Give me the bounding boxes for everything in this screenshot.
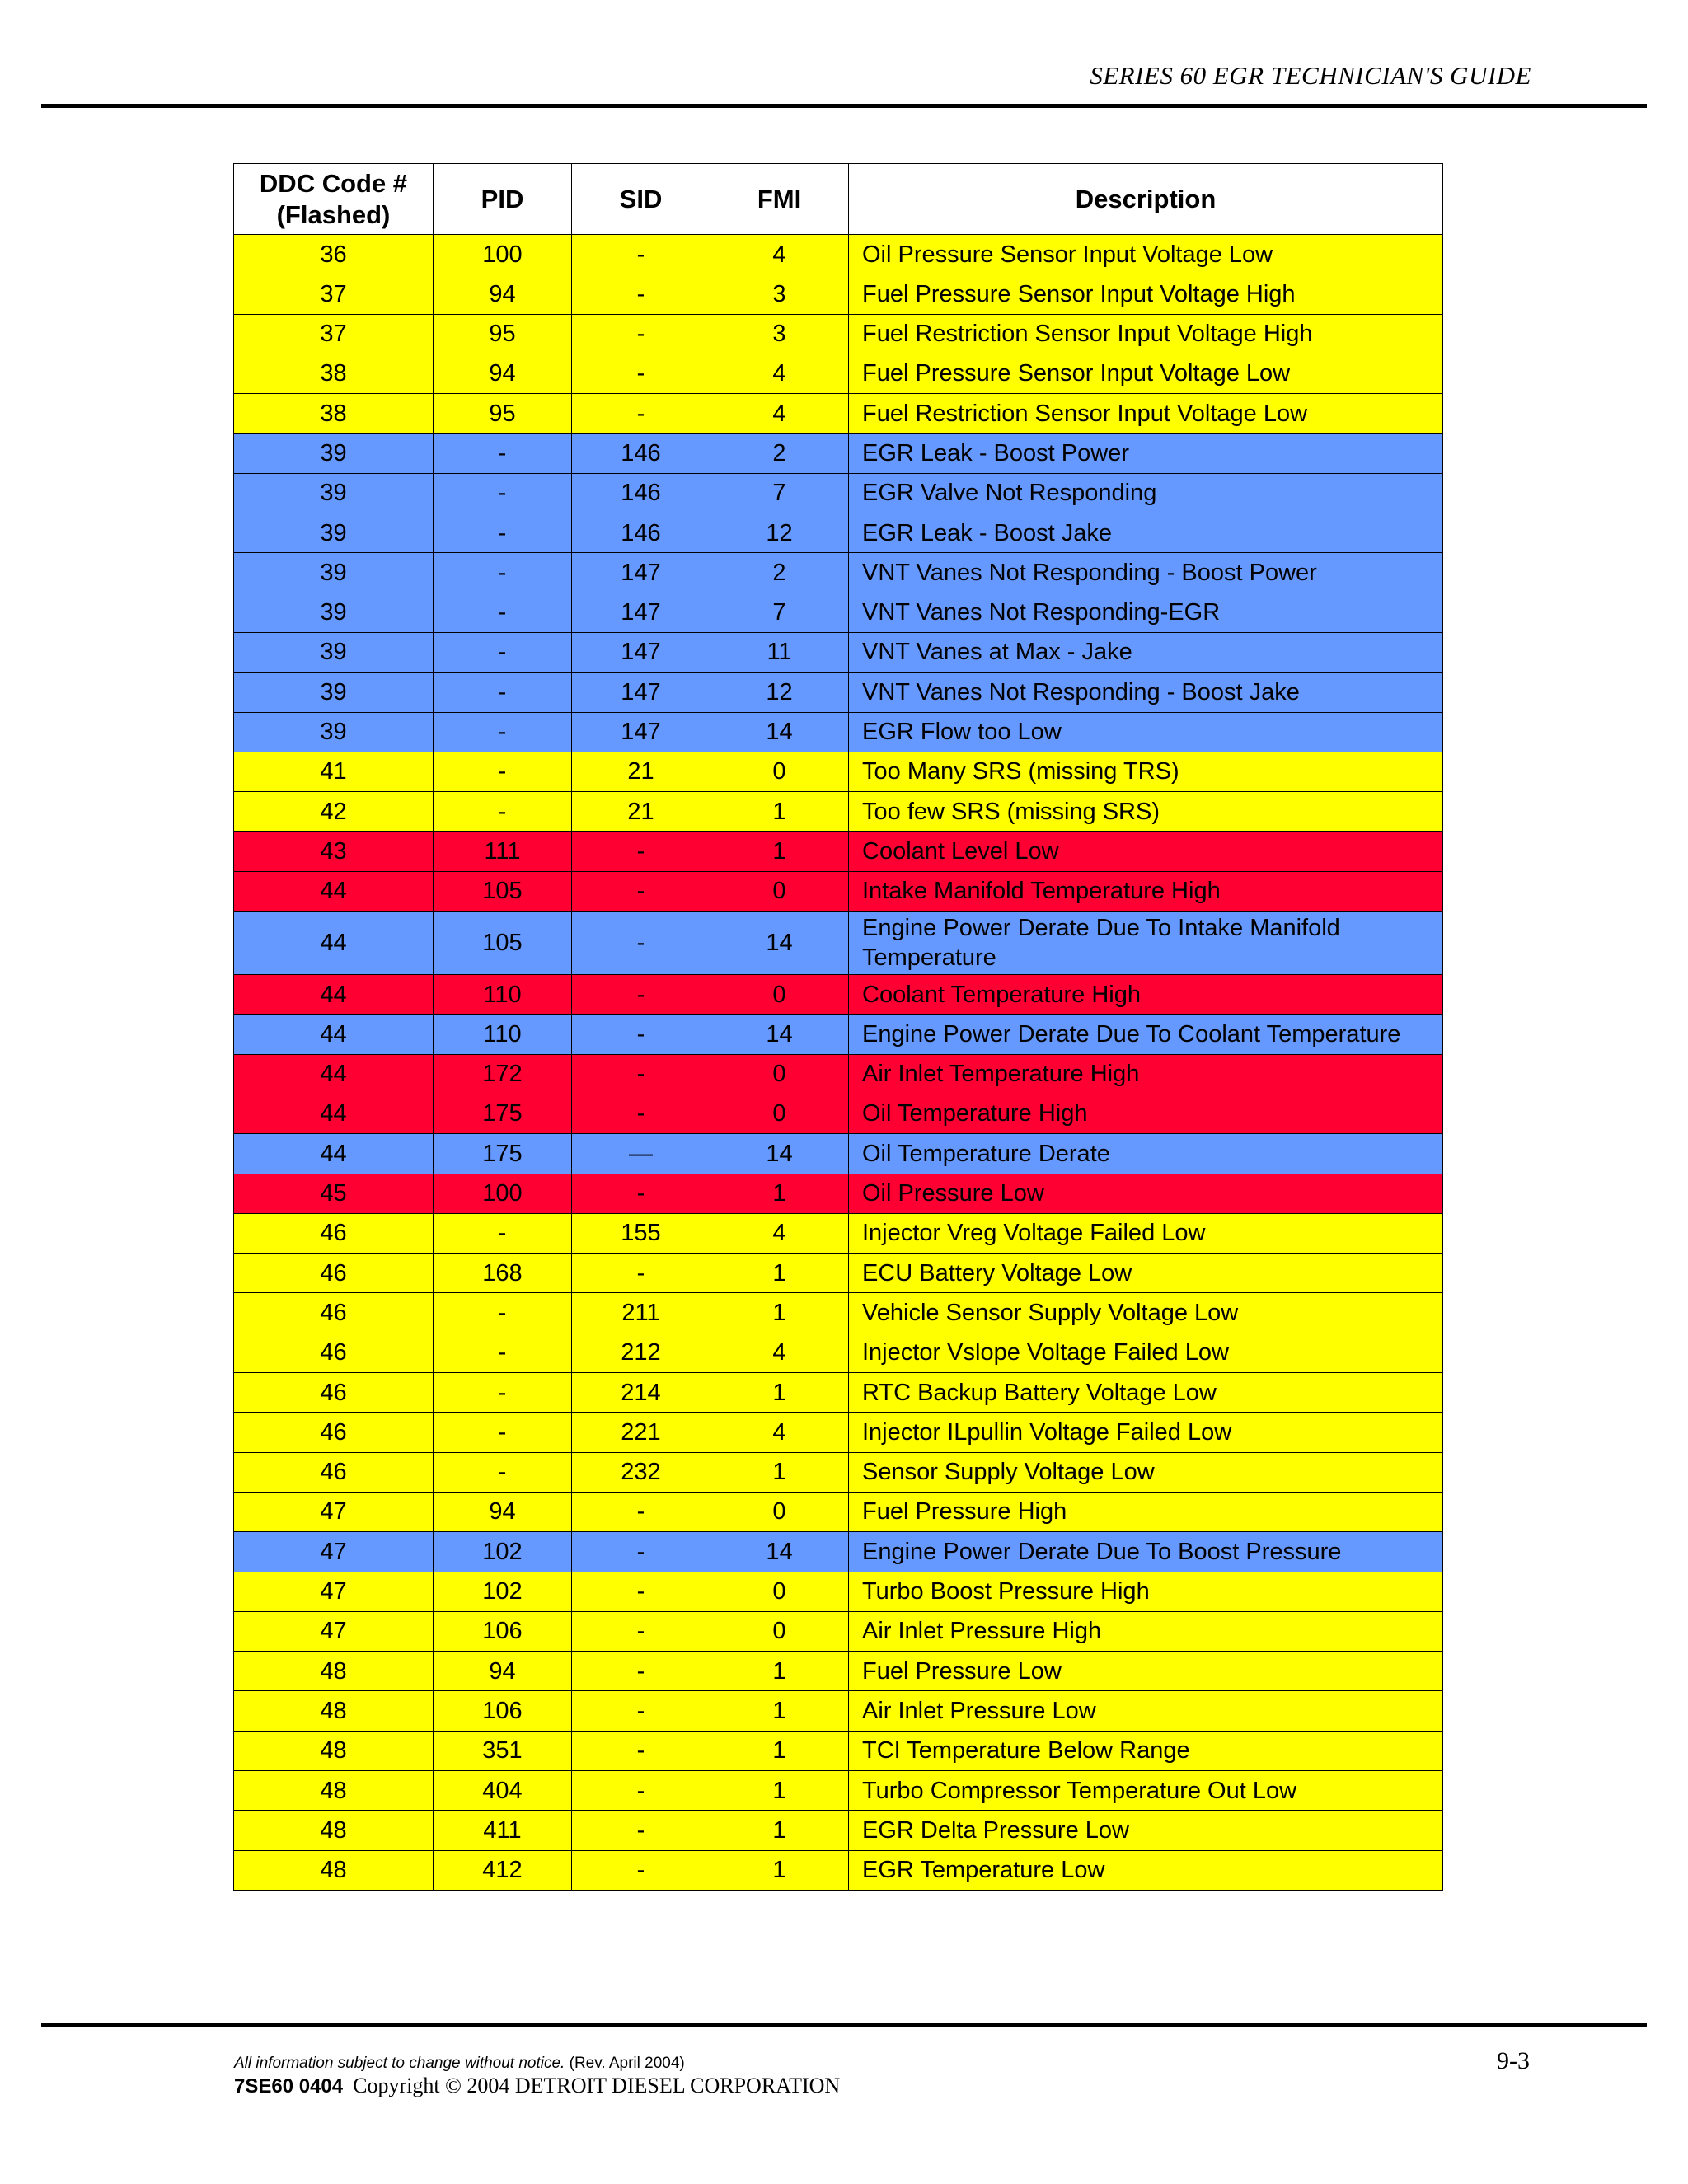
cell-pid: - xyxy=(434,673,572,712)
cell-ddc-code: 47 xyxy=(234,1492,434,1531)
cell-description: VNT Vanes Not Responding - Boost Jake xyxy=(849,673,1443,712)
cell-sid: - xyxy=(572,1254,710,1293)
cell-sid: - xyxy=(572,1492,710,1531)
table-header-row xyxy=(234,164,1443,235)
table-row xyxy=(234,434,1443,473)
cell-pid: 94 xyxy=(434,274,572,314)
cell-sid: 147 xyxy=(572,712,710,752)
cell-fmi: 4 xyxy=(710,235,849,274)
cell-ddc-code: 48 xyxy=(234,1691,434,1731)
cell-pid: 404 xyxy=(434,1770,572,1810)
cell-ddc-code: 47 xyxy=(234,1572,434,1611)
cell-description: Sensor Supply Voltage Low xyxy=(849,1452,1443,1492)
table-row xyxy=(234,1731,1443,1770)
cell-sid: - xyxy=(572,1850,710,1890)
cell-pid: - xyxy=(434,1373,572,1413)
cell-ddc-code: 48 xyxy=(234,1731,434,1770)
cell-sid: - xyxy=(572,871,710,911)
cell-description: Air Inlet Pressure High xyxy=(849,1611,1443,1651)
cell-pid: 172 xyxy=(434,1054,572,1094)
table-row xyxy=(234,912,1443,975)
cell-sid: 214 xyxy=(572,1373,710,1413)
cell-pid: 110 xyxy=(434,1015,572,1054)
cell-pid: 105 xyxy=(434,912,572,975)
table-row xyxy=(234,1333,1443,1372)
cell-ddc-code: 39 xyxy=(234,673,434,712)
cell-ddc-code: 46 xyxy=(234,1293,434,1333)
cell-sid: 147 xyxy=(572,553,710,593)
cell-pid: 412 xyxy=(434,1850,572,1890)
cell-pid: - xyxy=(434,712,572,752)
table-row xyxy=(234,1452,1443,1492)
cell-fmi: 1 xyxy=(710,1770,849,1810)
cell-pid: - xyxy=(434,434,572,473)
cell-fmi: 12 xyxy=(710,673,849,712)
cell-pid: 110 xyxy=(434,975,572,1015)
cell-sid: - xyxy=(572,1770,710,1810)
cell-description: Fuel Restriction Sensor Input Voltage Low xyxy=(849,394,1443,434)
table-row xyxy=(234,274,1443,314)
cell-pid: 94 xyxy=(434,354,572,393)
cell-sid: - xyxy=(572,1054,710,1094)
cell-ddc-code: 46 xyxy=(234,1452,434,1492)
cell-fmi: 0 xyxy=(710,975,849,1015)
cell-pid: 106 xyxy=(434,1691,572,1731)
cell-ddc-code: 39 xyxy=(234,553,434,593)
cell-ddc-code: 46 xyxy=(234,1373,434,1413)
cell-pid: 411 xyxy=(434,1811,572,1850)
cell-sid: 146 xyxy=(572,513,710,553)
cell-description: Vehicle Sensor Supply Voltage Low xyxy=(849,1293,1443,1333)
cell-fmi: 4 xyxy=(710,394,849,434)
cell-ddc-code: 46 xyxy=(234,1413,434,1452)
cell-description: Fuel Pressure Low xyxy=(849,1652,1443,1691)
header-rule xyxy=(41,104,1647,108)
cell-description: Too Many SRS (missing TRS) xyxy=(849,752,1443,791)
cell-fmi: 7 xyxy=(710,593,849,632)
cell-ddc-code: 39 xyxy=(234,632,434,672)
cell-pid: 100 xyxy=(434,1174,572,1213)
cell-description: Coolant Level Low xyxy=(849,832,1443,871)
cell-sid: - xyxy=(572,1731,710,1770)
cell-ddc-code: 48 xyxy=(234,1811,434,1850)
cell-sid: - xyxy=(572,1174,710,1213)
cell-description: TCI Temperature Below Range xyxy=(849,1731,1443,1770)
cell-sid: - xyxy=(572,235,710,274)
cell-pid: - xyxy=(434,553,572,593)
cell-ddc-code: 44 xyxy=(234,1094,434,1133)
cell-sid: 147 xyxy=(572,632,710,672)
table-row xyxy=(234,1134,1443,1174)
cell-sid: — xyxy=(572,1134,710,1174)
cell-sid: - xyxy=(572,1652,710,1691)
cell-ddc-code: 48 xyxy=(234,1770,434,1810)
cell-ddc-code: 39 xyxy=(234,434,434,473)
cell-pid: 102 xyxy=(434,1572,572,1611)
cell-pid: - xyxy=(434,792,572,832)
cell-pid: 105 xyxy=(434,871,572,911)
table-row xyxy=(234,1691,1443,1731)
footer-copyright: Copyright © 2004 DETROIT DIESEL CORPORATION xyxy=(353,2074,841,2097)
cell-sid: 21 xyxy=(572,752,710,791)
cell-description: Fuel Pressure High xyxy=(849,1492,1443,1531)
cell-ddc-code: 37 xyxy=(234,314,434,354)
footer-revision: (Rev. April 2004) xyxy=(569,2055,685,2072)
cell-ddc-code: 44 xyxy=(234,1134,434,1174)
cell-description: EGR Delta Pressure Low xyxy=(849,1811,1443,1850)
cell-sid: 146 xyxy=(572,473,710,513)
cell-sid: 212 xyxy=(572,1333,710,1372)
cell-fmi: 14 xyxy=(710,1015,849,1054)
table-row xyxy=(234,1213,1443,1253)
cell-fmi: 1 xyxy=(710,792,849,832)
footer-rule xyxy=(41,2023,1647,2027)
cell-sid: 147 xyxy=(572,673,710,712)
table-row xyxy=(234,354,1443,393)
table-row xyxy=(234,1652,1443,1691)
cell-ddc-code: 46 xyxy=(234,1254,434,1293)
cell-pid: 175 xyxy=(434,1094,572,1133)
cell-ddc-code: 44 xyxy=(234,1054,434,1094)
table-row xyxy=(234,513,1443,553)
cell-sid: - xyxy=(572,832,710,871)
cell-fmi: 14 xyxy=(710,912,849,975)
table-row xyxy=(234,1492,1443,1531)
cell-fmi: 1 xyxy=(710,1811,849,1850)
cell-fmi: 3 xyxy=(710,314,849,354)
table-row xyxy=(234,394,1443,434)
cell-fmi: 1 xyxy=(710,1652,849,1691)
table-row xyxy=(234,975,1443,1015)
cell-ddc-code: 47 xyxy=(234,1532,434,1572)
cell-fmi: 1 xyxy=(710,1691,849,1731)
table-row xyxy=(234,673,1443,712)
cell-pid: - xyxy=(434,473,572,513)
cell-fmi: 4 xyxy=(710,354,849,393)
cell-description: Intake Manifold Temperature High xyxy=(849,871,1443,911)
column-header-sid: SID xyxy=(572,164,710,235)
cell-fmi: 2 xyxy=(710,434,849,473)
cell-pid: 100 xyxy=(434,235,572,274)
cell-description: VNT Vanes Not Responding - Boost Power xyxy=(849,553,1443,593)
cell-sid: 21 xyxy=(572,792,710,832)
table-row xyxy=(234,473,1443,513)
cell-pid: - xyxy=(434,632,572,672)
cell-ddc-code: 36 xyxy=(234,235,434,274)
cell-fmi: 14 xyxy=(710,1134,849,1174)
cell-ddc-code: 39 xyxy=(234,593,434,632)
cell-description: Fuel Restriction Sensor Input Voltage High xyxy=(849,314,1443,354)
cell-description: Oil Temperature Derate xyxy=(849,1134,1443,1174)
cell-description: Injector ILpullin Voltage Failed Low xyxy=(849,1413,1443,1452)
cell-pid: - xyxy=(434,1213,572,1253)
cell-ddc-code: 44 xyxy=(234,912,434,975)
cell-sid: - xyxy=(572,274,710,314)
cell-description: Air Inlet Pressure Low xyxy=(849,1691,1443,1731)
cell-fmi: 4 xyxy=(710,1413,849,1452)
column-header-description: Description xyxy=(849,164,1443,235)
cell-sid: - xyxy=(572,394,710,434)
cell-sid: - xyxy=(572,1572,710,1611)
table-row xyxy=(234,1532,1443,1572)
cell-fmi: 0 xyxy=(710,1492,849,1531)
table-row xyxy=(234,1094,1443,1133)
cell-description: Fuel Pressure Sensor Input Voltage High xyxy=(849,274,1443,314)
cell-fmi: 14 xyxy=(710,712,849,752)
table-row xyxy=(234,553,1443,593)
cell-ddc-code: 46 xyxy=(234,1333,434,1372)
cell-ddc-code: 44 xyxy=(234,975,434,1015)
cell-description: EGR Leak - Boost Jake xyxy=(849,513,1443,553)
cell-fmi: 3 xyxy=(710,274,849,314)
table-row xyxy=(234,314,1443,354)
cell-description: Engine Power Derate Due To Intake Manifold Temperature xyxy=(849,912,1443,975)
cell-description: Oil Pressure Sensor Input Voltage Low xyxy=(849,235,1443,274)
table-row xyxy=(234,1611,1443,1651)
table-row xyxy=(234,1811,1443,1850)
cell-description: Turbo Boost Pressure High xyxy=(849,1572,1443,1611)
cell-ddc-code: 48 xyxy=(234,1850,434,1890)
footer-notice xyxy=(234,2055,685,2073)
cell-fmi: 0 xyxy=(710,1054,849,1094)
footer-copyright-line xyxy=(234,2074,840,2098)
cell-description: RTC Backup Battery Voltage Low xyxy=(849,1373,1443,1413)
cell-fmi: 1 xyxy=(710,1293,849,1333)
cell-sid: - xyxy=(572,1691,710,1731)
cell-pid: 111 xyxy=(434,832,572,871)
cell-pid: - xyxy=(434,593,572,632)
cell-fmi: 1 xyxy=(710,1850,849,1890)
cell-sid: - xyxy=(572,314,710,354)
cell-pid: 351 xyxy=(434,1731,572,1770)
table-row xyxy=(234,752,1443,791)
cell-pid: 106 xyxy=(434,1611,572,1651)
cell-sid: 147 xyxy=(572,593,710,632)
cell-description: EGR Temperature Low xyxy=(849,1850,1443,1890)
cell-pid: 175 xyxy=(434,1134,572,1174)
cell-description: Too few SRS (missing SRS) xyxy=(849,792,1443,832)
table-row xyxy=(234,832,1443,871)
cell-fmi: 4 xyxy=(710,1333,849,1372)
cell-ddc-code: 37 xyxy=(234,274,434,314)
table-row xyxy=(234,1850,1443,1890)
ddc-code-table xyxy=(233,163,1443,1891)
footer-notice-text: All information subject to change without notice. xyxy=(234,2055,565,2072)
cell-sid: - xyxy=(572,1532,710,1572)
cell-fmi: 0 xyxy=(710,752,849,791)
cell-pid: - xyxy=(434,513,572,553)
footer-doc-code: 7SE60 0404 xyxy=(234,2075,344,2097)
running-header-title: SERIES 60 EGR TECHNICIAN'S GUIDE xyxy=(1090,61,1531,90)
table-row xyxy=(234,632,1443,672)
table-row xyxy=(234,593,1443,632)
cell-sid: - xyxy=(572,975,710,1015)
table-row xyxy=(234,1054,1443,1094)
cell-ddc-code: 42 xyxy=(234,792,434,832)
cell-description: EGR Flow too Low xyxy=(849,712,1443,752)
cell-fmi: 0 xyxy=(710,1611,849,1651)
table-row xyxy=(234,1174,1443,1213)
cell-ddc-code: 46 xyxy=(234,1213,434,1253)
cell-description: Oil Temperature High xyxy=(849,1094,1443,1133)
cell-ddc-code: 45 xyxy=(234,1174,434,1213)
cell-ddc-code: 38 xyxy=(234,394,434,434)
cell-sid: - xyxy=(572,912,710,975)
cell-ddc-code: 47 xyxy=(234,1611,434,1651)
cell-ddc-code: 44 xyxy=(234,1015,434,1054)
cell-fmi: 12 xyxy=(710,513,849,553)
cell-sid: 146 xyxy=(572,434,710,473)
cell-fmi: 1 xyxy=(710,1373,849,1413)
cell-pid: 168 xyxy=(434,1254,572,1293)
cell-fmi: 2 xyxy=(710,553,849,593)
table-body xyxy=(234,235,1443,1891)
table-row xyxy=(234,1254,1443,1293)
cell-ddc-code: 38 xyxy=(234,354,434,393)
cell-description: Injector Vslope Voltage Failed Low xyxy=(849,1333,1443,1372)
table-row xyxy=(234,1015,1443,1054)
cell-ddc-code: 39 xyxy=(234,513,434,553)
table-row xyxy=(234,1373,1443,1413)
cell-sid: - xyxy=(572,1611,710,1651)
cell-pid: - xyxy=(434,1293,572,1333)
cell-fmi: 0 xyxy=(710,1572,849,1611)
cell-pid: - xyxy=(434,1333,572,1372)
cell-sid: - xyxy=(572,1811,710,1850)
cell-description: VNT Vanes Not Responding-EGR xyxy=(849,593,1443,632)
cell-sid: 221 xyxy=(572,1413,710,1452)
cell-ddc-code: 44 xyxy=(234,871,434,911)
cell-ddc-code: 41 xyxy=(234,752,434,791)
cell-sid: - xyxy=(572,1015,710,1054)
cell-fmi: 11 xyxy=(710,632,849,672)
cell-fmi: 1 xyxy=(710,1731,849,1770)
table-row xyxy=(234,1770,1443,1810)
table-row xyxy=(234,235,1443,274)
table-row xyxy=(234,1413,1443,1452)
cell-fmi: 1 xyxy=(710,1452,849,1492)
cell-description: EGR Leak - Boost Power xyxy=(849,434,1443,473)
cell-description: Turbo Compressor Temperature Out Low xyxy=(849,1770,1443,1810)
cell-pid: - xyxy=(434,1452,572,1492)
cell-pid: 94 xyxy=(434,1652,572,1691)
cell-description: Coolant Temperature High xyxy=(849,975,1443,1015)
cell-fmi: 14 xyxy=(710,1532,849,1572)
cell-fmi: 7 xyxy=(710,473,849,513)
cell-pid: - xyxy=(434,1413,572,1452)
column-header-ddc-code: DDC Code # (Flashed) xyxy=(234,164,434,235)
cell-fmi: 1 xyxy=(710,1254,849,1293)
table-row xyxy=(234,712,1443,752)
cell-description: ECU Battery Voltage Low xyxy=(849,1254,1443,1293)
cell-description: EGR Valve Not Responding xyxy=(849,473,1443,513)
column-header-fmi: FMI xyxy=(710,164,849,235)
cell-pid: - xyxy=(434,752,572,791)
cell-sid: 211 xyxy=(572,1293,710,1333)
cell-ddc-code: 43 xyxy=(234,832,434,871)
cell-fmi: 1 xyxy=(710,832,849,871)
cell-ddc-code: 48 xyxy=(234,1652,434,1691)
cell-description: VNT Vanes at Max - Jake xyxy=(849,632,1443,672)
cell-description: Fuel Pressure Sensor Input Voltage Low xyxy=(849,354,1443,393)
cell-pid: 102 xyxy=(434,1532,572,1572)
cell-description: Engine Power Derate Due To Coolant Temperature xyxy=(849,1015,1443,1054)
cell-fmi: 1 xyxy=(710,1174,849,1213)
page-number: 9-3 xyxy=(1497,2047,1530,2074)
cell-pid: 95 xyxy=(434,394,572,434)
cell-description: Injector Vreg Voltage Failed Low xyxy=(849,1213,1443,1253)
cell-ddc-code: 39 xyxy=(234,712,434,752)
table-row xyxy=(234,1293,1443,1333)
cell-sid: 232 xyxy=(572,1452,710,1492)
cell-description: Engine Power Derate Due To Boost Pressure xyxy=(849,1532,1443,1572)
column-header-pid: PID xyxy=(434,164,572,235)
cell-sid: - xyxy=(572,1094,710,1133)
table-row xyxy=(234,792,1443,832)
cell-ddc-code: 39 xyxy=(234,473,434,513)
table-row xyxy=(234,871,1443,911)
cell-description: Oil Pressure Low xyxy=(849,1174,1443,1213)
cell-fmi: 0 xyxy=(710,1094,849,1133)
cell-pid: 94 xyxy=(434,1492,572,1531)
cell-fmi: 4 xyxy=(710,1213,849,1253)
cell-pid: 95 xyxy=(434,314,572,354)
cell-sid: - xyxy=(572,354,710,393)
cell-sid: 155 xyxy=(572,1213,710,1253)
cell-fmi: 0 xyxy=(710,871,849,911)
cell-description: Air Inlet Temperature High xyxy=(849,1054,1443,1094)
table-row xyxy=(234,1572,1443,1611)
